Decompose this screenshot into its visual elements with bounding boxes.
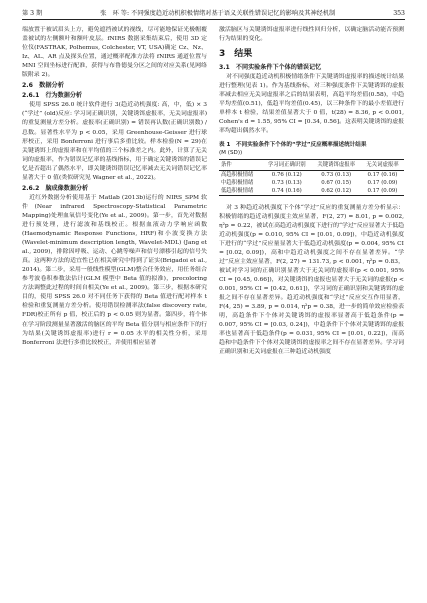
section-heading: 3 结果 <box>219 49 253 60</box>
running-header <box>22 8 405 20</box>
table-row <box>219 170 404 179</box>
subsection-heading: 2.6.1 行为数据分析 <box>22 92 83 100</box>
table-subcaption: (M (SD)) <box>219 149 243 156</box>
paragraph: 近红外数据分析使用基于 Matlab (2013b)运行的 NIRS_SPM 软件(Near infrared Spectroscopy-Statistical Parametric Mapping)处理血氧信号变化(Ye et al., 2009)。第一步，首先对数据进行预处理，进行滤波和基线校正。根据血液动力学响应函数(Haemodynamic Response Functions, HRF)和小波变换方法(Wavelet-minimum description length, Wavelet-MDL) (Jang et al., 2009)，排除因呼吸、运动、心跳等噪声和信号漂移引起的信号失真。这两种方法的适宜性已在相关研究中得到了证实(Brigadoi et al., 2014)。第二步，采用一般线性模型(GLM)整合任务效应，用任务组合参考波卷积参数法估计(GLM 模型中 Beta 值的拟准)，precoloring 方法调整此过程的时间自相关(Ye et al., 2009)。第三步，根据本研究目的，使用 SPSS 26.0 对不同任务下获得的 Beta 值进行配对样本 t 检验和重复测量方差分析。使用错误检测率法(false discovery rate, FDR)校正所有 p 值，校正后的 p < 0.05 则为显著。第四步，将个体在学习阶段测量显著激活的脑区的平均 Beta 值分别与相应条件下的行为结果(关键诱饵虚报率)进行 r = 0.05 水平的相关性分析，采用 Bonferroni 法进行多重比较校正，并使用相应显著 <box>22 194 207 346</box>
table-cell: 中趋积极情绪 <box>221 179 254 186</box>
table-cell: 0.73 (0.13) <box>321 171 352 178</box>
paragraph: 对 3 种趋近动机强度下个体“学过”反应的重复测量方差分析显示：积极情绪的趋近动机强度主效应显著，F(2, 27) = 8.01, p = 0.002, η²p = 0.22，被试在高趋近动机强度下进行的“学过”反应显著大于低趋近动机强度(p = 0.010, 95% CI = [0.01, 0.09])，中趋近动机强度下进行的“学过”反应量显著大于低趋近动机强度(p = 0.004, 95% CI = [0.02, 0.09])，高和中趋近动机强度之间不存在显著差异。“学过”反应主效应显著，F(2, 27) = 131.73, p < 0.001, η²p = 0.83，被试对学习词的正确识别显著大于无关词的虚报率(p < 0.001, 95% CI = [0.45, 0.66])，对关键诱饵的虚报也显著大于无关词的虚报(p < 0.001, 95% CI = [0.42, 0.61])，学习词的正确识别和关键诱饵的虚报之间不存在显著差异。趋近动机强度和“学过”反应交互作用显著，F(4, 25) = 3.89, p = 0.014, η²p = 0.38，进一步的简单效应检验表明，高趋条件下个体对关键诱饵的虚报率显著高于低趋条件(p = 0.007, 95% CI = [0.03, 0.24])，中趋条件下个体对关键诱饵的虚报率也显著高于低趋条件(p = 0.031, 95% CI = [0.01, 0.22])，而高趋和中趋条件下个体对关键诱饵的虚报率之间不存在显著差异。学习词正确识别和无关词虚报在三种趋近动机强度 <box>219 204 404 356</box>
issue-number: 第 3 期 <box>22 10 43 17</box>
paragraph: 使用 SPSS 26.0 统计软件进行 3(趋近动机强度: 高，中，低) × 3 (“学过” (old)反应: 学习词正确识别，关键诱饵虚报率，无关词虚报率)的重复测量方差分析。虚报率(正确识别) = 错误再认数(正确识别数) / 总数。显著性水平为 p < 0.05，采用 Greenhouse-Geisser 进行球形校正，采用 Bonferroni 进行事后多重比较。样本检验(N = 29)在关键诱饵上的虚报率和在平均值的三个标准差之内。此外，计算了无关词的虚报率，作为错误记忆率的基线指标，用于确定关键诱饵的错误记忆是否超出了偶然水平，即关键诱饵错误记忆率减去无关词错误记忆率显著大于 0 值(类似研究见 Wagner et al., 2022)。 <box>22 102 207 181</box>
table-header-row <box>219 159 404 170</box>
table-caption <box>219 141 404 157</box>
table-header-cell: 条件 <box>219 159 262 170</box>
table-row <box>219 187 404 196</box>
paragraph: 对不同强度趋近动机积极情绪条件下关键诱饵虚报率的描述统计结果进行整理(见表 1)。作为基线指标，对三种强度条件下关键诱饵的虚报率减去相应无关词虚报率之后的结果表明，高趋平均差值(0.58)，中趋平均差值(0.51)，低趋平均差值(0.45)，以三种条件下的最小差值进行单样本 t 检验，结果差值显著大于 0 值，t(28) = 8.36, p < 0.001, Cohen's d = 1.55, 95% CI = [0.34, 0.56]。这表明关键诱饵的虚报率均超出偶然水平。 <box>219 74 404 135</box>
body-columns <box>22 26 405 357</box>
table-cell: 0.76 (0.12) <box>271 171 302 178</box>
table-cell: 0.17 (0.09) <box>361 187 404 196</box>
table-cell: 低趋积极情绪 <box>219 187 262 196</box>
right-column <box>219 26 404 357</box>
subsection-heading: 3.1 不同实验条件下个体的错误记忆 <box>219 64 322 72</box>
running-title: 张 环 等: 不同强度趋近动机积极情绪对基于语义关联性错误记忆的影响及其神经机制 <box>100 10 336 17</box>
paragraph: 激活脑区与关键诱饵虚报率进行线性回归分析，以确定脑活动能否预测行为结果的变化。 <box>219 27 404 43</box>
table-cell: 0.74 (0.16) <box>262 187 311 196</box>
table-caption-text: 表 1 不同实验条件下个体的“学过”反应概率描述统计结果 <box>219 141 367 148</box>
table-header-cell: 学习词正确识别 <box>262 159 311 170</box>
table-cell: 0.67 (0.15) <box>321 179 352 186</box>
section-heading: 2.6 数据分析 <box>22 82 64 90</box>
table-cell: 0.17 (0.16) <box>367 171 398 178</box>
page-number: 353 <box>393 10 405 17</box>
paragraph: 端放置于被试眉头上方，避免遮挡被试的视线，尽可能地保证光极帽覆盖被试的左侧额叶和额叶皮层。fNIRS 数据采集结束后，使用 3D 定位仪(FASTRAK, Polhemus, Colchester, VT, USA)确定 Cz、Nz、Iz、AL、AR 点及探头位置，通过概率配准方法将 fNIRS 通道位置与 MNI 空间坐标进行配准，获得与布鲁德曼分区之间的对应关系(见网络版附录 2)。 <box>22 27 207 79</box>
table-header-cell: 无关词虚报率 <box>361 159 404 170</box>
table-cell: 高趋积极情绪 <box>221 171 254 178</box>
left-column <box>22 26 207 357</box>
table-cell: 0.62 (0.12) <box>311 187 360 196</box>
subsection-heading: 2.6.2 脑成像数据分析 <box>22 184 89 192</box>
table-row <box>219 179 404 187</box>
table-header-cell: 关键诱饵虚报率 <box>311 159 360 170</box>
results-table <box>219 159 404 196</box>
table-cell: 0.73 (0.13) <box>271 179 302 186</box>
table-cell: 0.17 (0.09) <box>367 179 398 186</box>
